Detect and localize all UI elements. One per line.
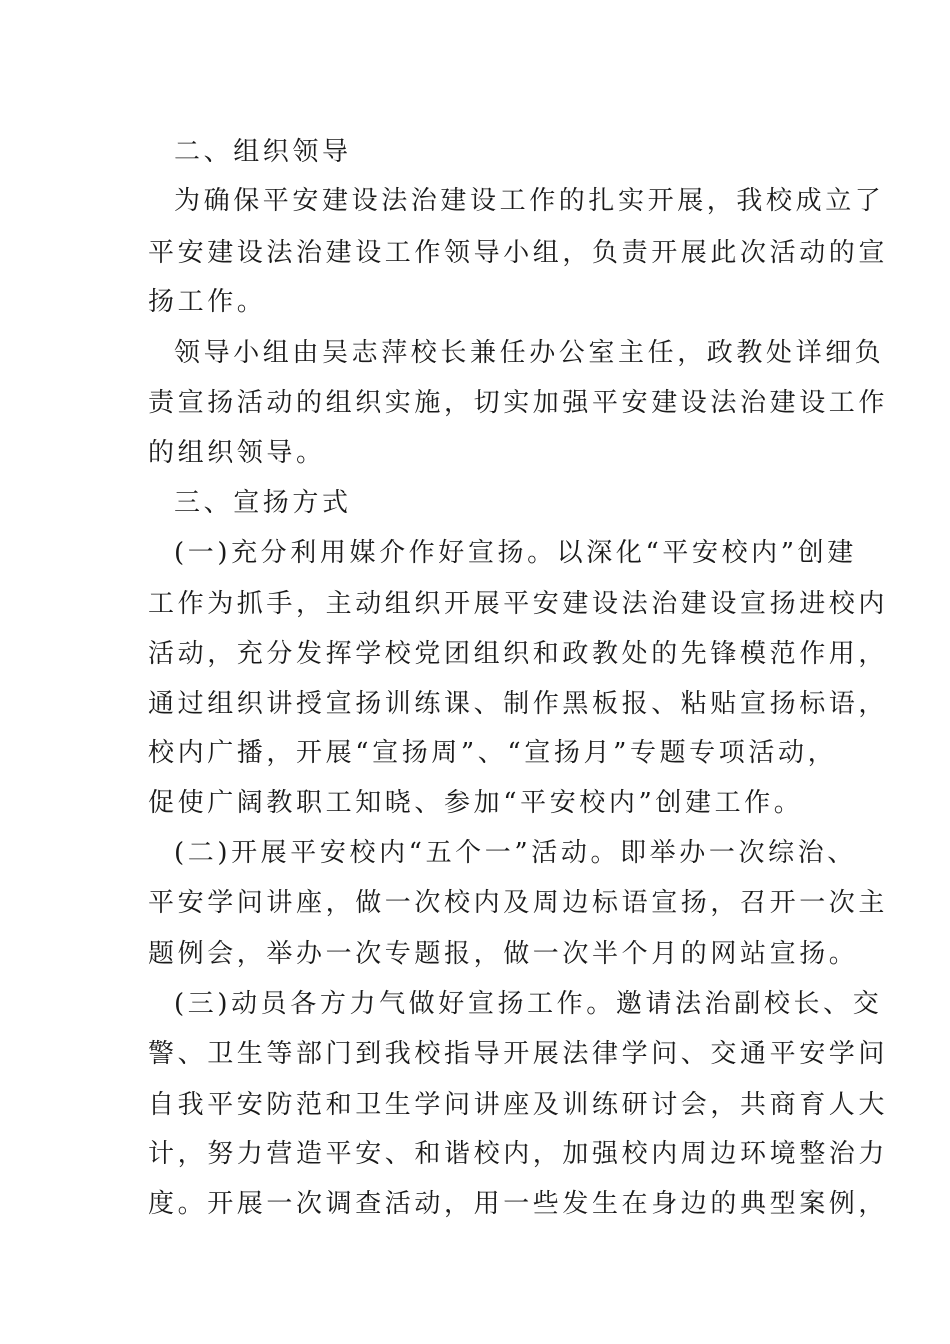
paragraph-line: 平安学问讲座，做一次校内及周边标语宣扬，召开一次主 xyxy=(148,888,889,918)
paragraph-line: 度。开展一次调查活动，用一些发生在身边的典型案例， xyxy=(148,1189,889,1219)
paragraph-line: (三)动员各方力气做好宣扬工作。邀请法治副校长、交 xyxy=(174,989,883,1019)
paragraph-line: 题例会，举办一次专题报，做一次半个月的网站宣扬。 xyxy=(148,939,859,969)
paragraph-line: 活动，充分发挥学校党团组织和政教处的先锋模范作用， xyxy=(148,639,889,669)
paragraph-line: 促使广阔教职工知晓、参加“平安校内”创建工作。 xyxy=(148,788,804,818)
paragraph-line: 警、卫生等部门到我校指导开展法律学问、交通平安学问 xyxy=(148,1039,889,1069)
paragraph-line: 平安建设法治建设工作领导小组，负责开展此次活动的宣 xyxy=(148,238,889,268)
paragraph-line: 工作为抓手，主动组织开展平安建设法治建设宣扬进校内 xyxy=(148,589,889,619)
paragraph-line: 自我平安防范和卫生学问讲座及训练研讨会，共商育人大 xyxy=(148,1090,889,1120)
paragraph-line: 扬工作。 xyxy=(148,287,267,317)
section-heading-organization: 二、组织领导 xyxy=(174,137,352,167)
paragraph-line: 的组织领导。 xyxy=(148,438,326,468)
paragraph-line: (一)充分利用媒介作好宣扬。以深化“平安校内”创建 xyxy=(174,538,857,568)
section-heading-publicity-methods: 三、宣扬方式 xyxy=(174,488,352,518)
paragraph-line: 责宣扬活动的组织实施，切实加强平安建设法治建设工作 xyxy=(148,388,889,418)
paragraph-line: 领导小组由吴志萍校长兼任办公室主任，政教处详细负 xyxy=(174,338,885,368)
paragraph-line: 计，努力营造平安、和谐校内，加强校内周边环境整治力 xyxy=(148,1139,889,1169)
paragraph-line: (二)开展平安校内“五个一”活动。即举办一次综治、 xyxy=(174,838,857,868)
paragraph-line: 校内广播，开展“宣扬周”、“宣扬月”专题专项活动， xyxy=(148,738,838,768)
paragraph-line: 为确保平安建设法治建设工作的扎实开展，我校成立了 xyxy=(174,186,885,216)
paragraph-line: 通过组织讲授宣扬训练课、制作黑板报、粘贴宣扬标语， xyxy=(148,689,889,719)
